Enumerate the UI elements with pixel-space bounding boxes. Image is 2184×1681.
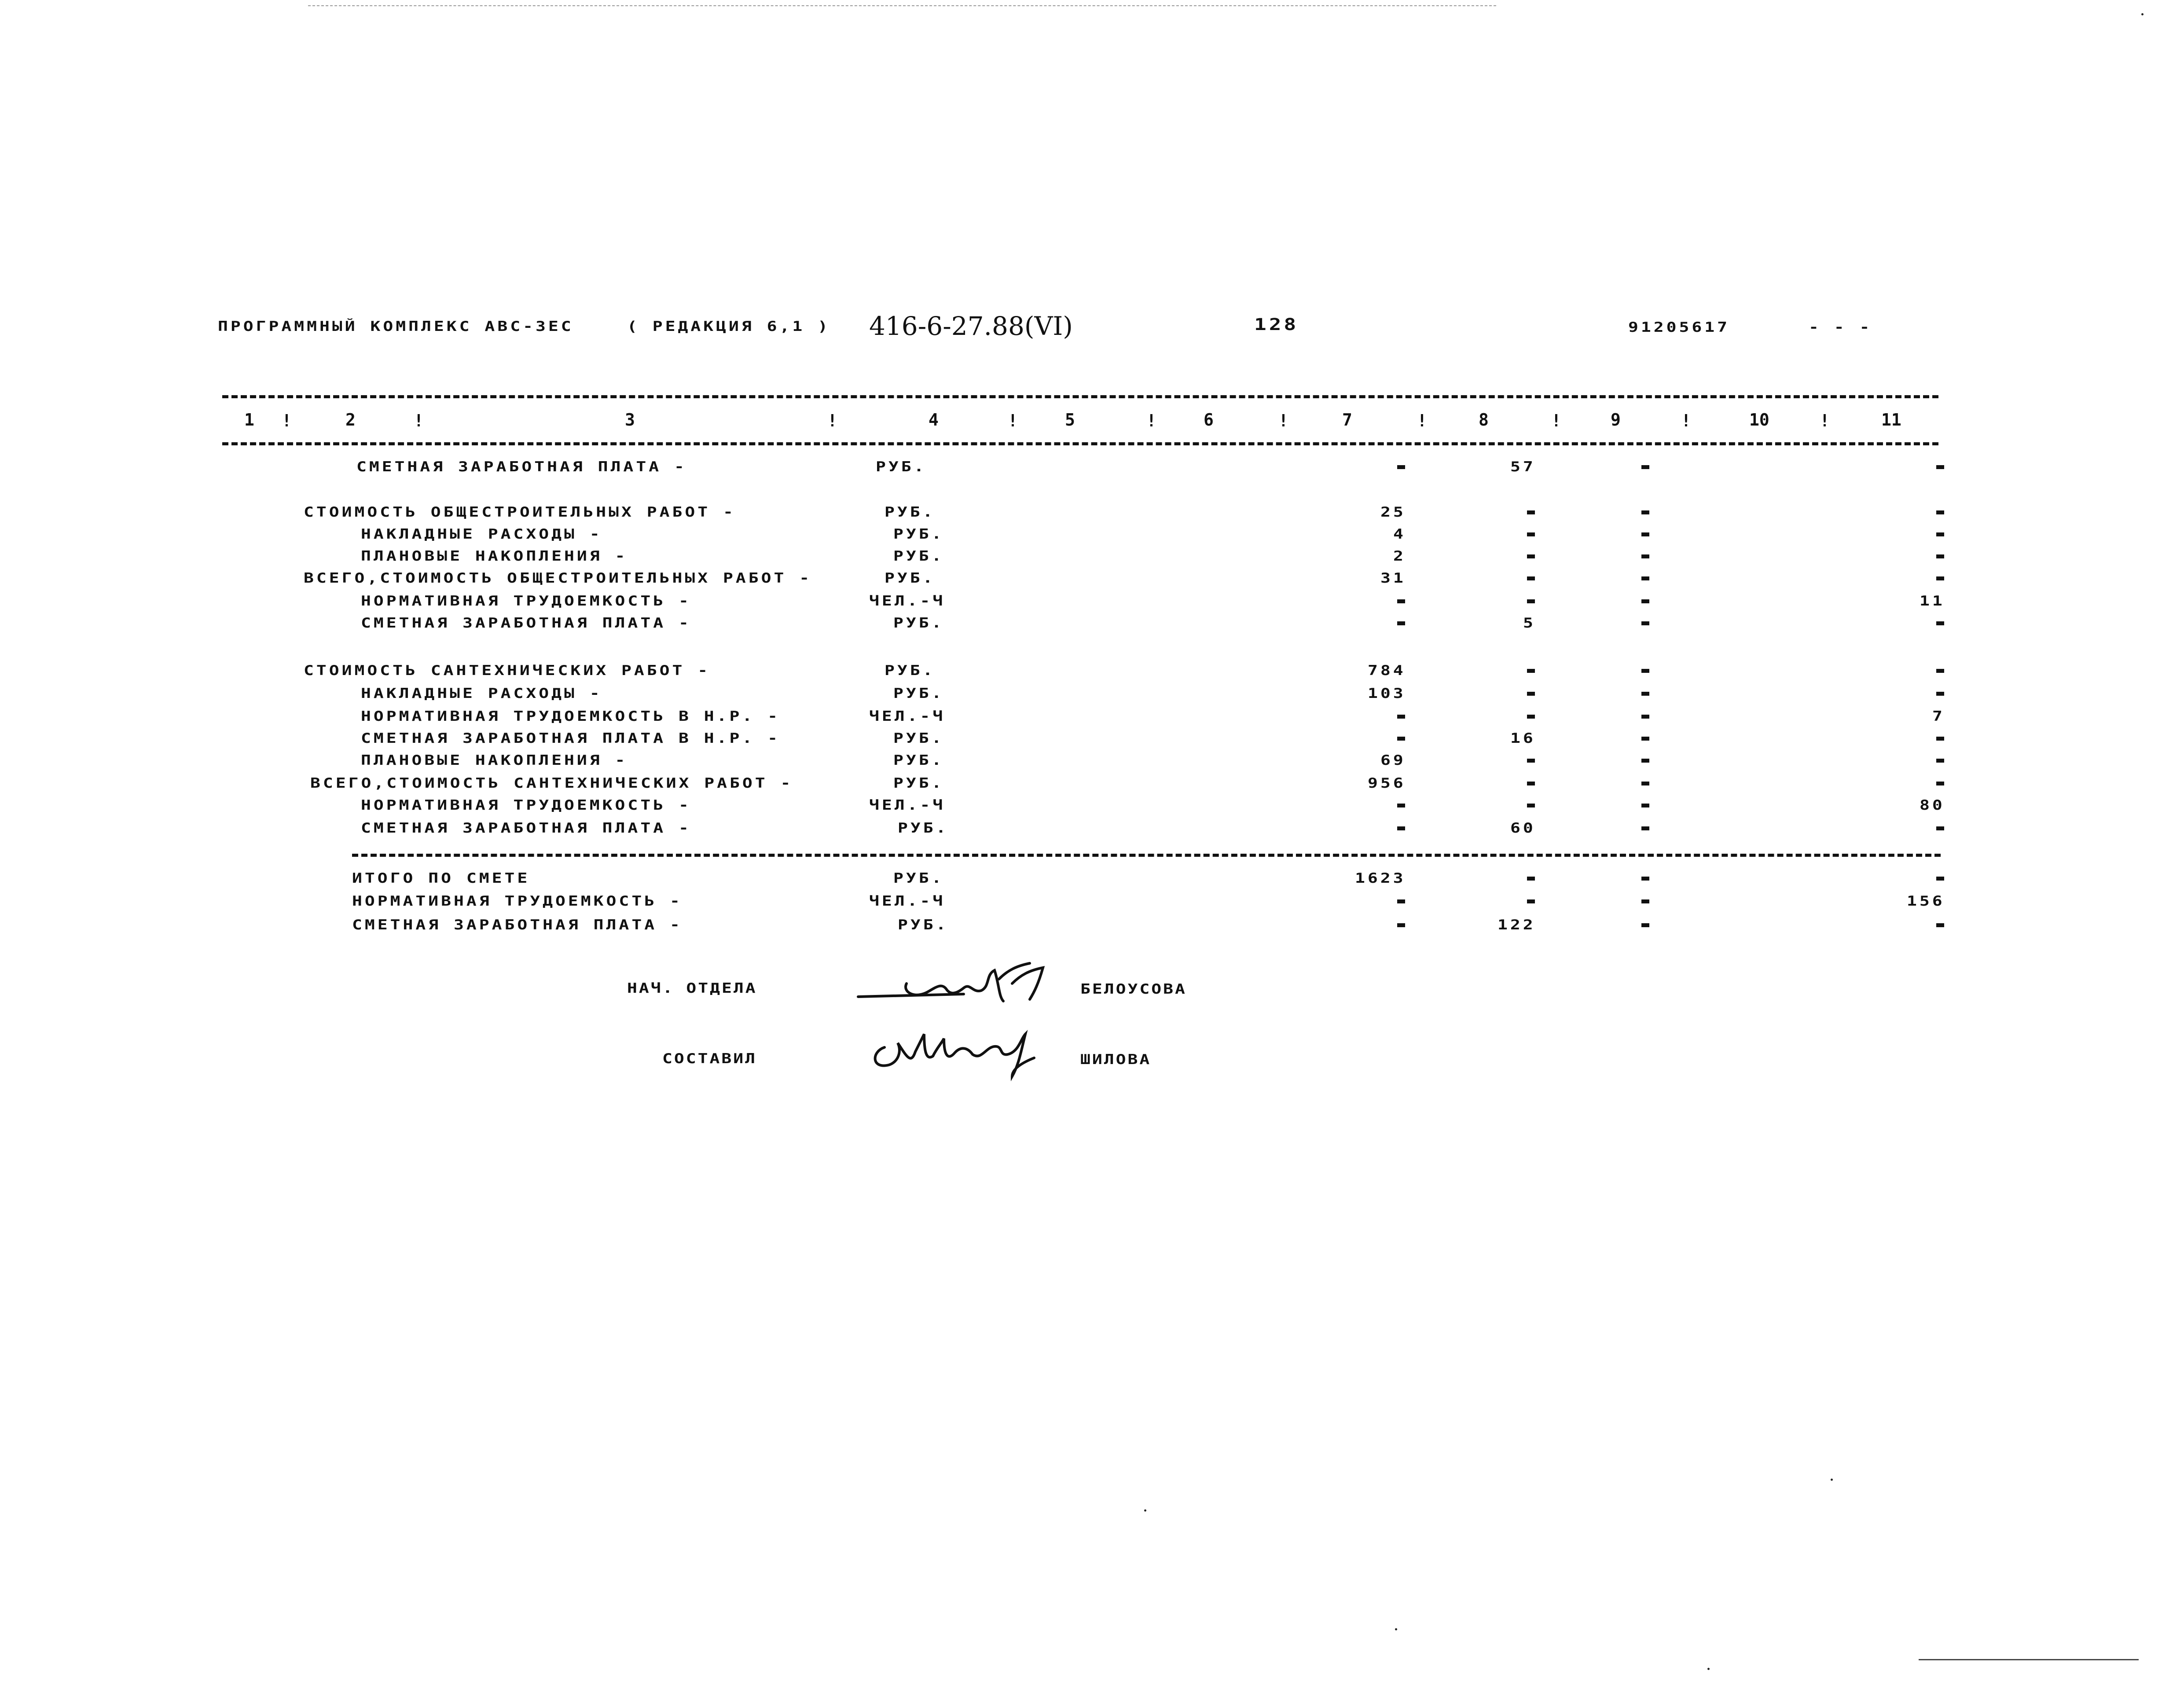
cell-col11 bbox=[1936, 532, 1944, 536]
row-unit: РУБ. bbox=[893, 775, 944, 791]
cell-col8: 122 bbox=[1498, 917, 1536, 933]
cell-col11: 156 bbox=[1907, 893, 1945, 909]
table-top-rule bbox=[222, 395, 1938, 398]
cell-col8 bbox=[1527, 599, 1535, 603]
cell-col7 bbox=[1397, 465, 1405, 469]
cell-col11 bbox=[1936, 621, 1944, 625]
cell-col11 bbox=[1936, 510, 1944, 514]
cell-col11 bbox=[1936, 759, 1944, 763]
column-header-11: 11 bbox=[1881, 410, 1901, 429]
cell-col11: 7 bbox=[1932, 708, 1945, 724]
cell-col7 bbox=[1397, 826, 1405, 830]
column-header-10: 10 bbox=[1749, 410, 1769, 429]
row-unit: ЧЕЛ.-Ч bbox=[869, 593, 946, 609]
row-unit: РУБ. bbox=[876, 459, 927, 475]
cell-col9 bbox=[1641, 576, 1649, 580]
table-header-rule bbox=[222, 442, 1938, 445]
cell-col9 bbox=[1641, 782, 1649, 785]
row-label: ВСЕГО,СТОИМОСТЬ ОБЩЕСТРОИТЕЛЬНЫХ РАБОТ - bbox=[304, 570, 812, 586]
cell-col9 bbox=[1641, 715, 1649, 719]
scan-speck bbox=[1831, 1479, 1833, 1481]
cell-col11: 11 bbox=[1920, 593, 1945, 609]
cell-col9 bbox=[1641, 899, 1649, 903]
head-signature bbox=[854, 957, 1100, 1014]
row-label: ПЛАНОВЫЕ НАКОПЛЕНИЯ - bbox=[361, 548, 628, 564]
cell-col8 bbox=[1527, 576, 1535, 580]
cell-col8 bbox=[1527, 692, 1535, 696]
cell-col8 bbox=[1527, 510, 1535, 514]
cell-col8: 16 bbox=[1510, 730, 1536, 746]
column-separator: ! bbox=[827, 411, 837, 430]
column-header-4: 4 bbox=[929, 410, 939, 429]
edition: ( РЕДАКЦИЯ 6,1 ) bbox=[627, 318, 831, 334]
row-unit: РУБ. bbox=[885, 504, 936, 520]
scan-speck bbox=[1395, 1628, 1397, 1630]
cell-col7 bbox=[1397, 737, 1405, 741]
column-separator: ! bbox=[1278, 411, 1288, 430]
column-separator: ! bbox=[414, 411, 424, 430]
cell-col8: 57 bbox=[1510, 459, 1536, 475]
cell-col7: 1623 bbox=[1355, 870, 1406, 886]
cell-col9 bbox=[1641, 599, 1649, 603]
cell-col7: 25 bbox=[1380, 504, 1406, 520]
column-header-9: 9 bbox=[1611, 410, 1621, 429]
row-unit: ЧЕЛ.-Ч bbox=[869, 893, 946, 909]
column-separator: ! bbox=[1820, 411, 1830, 430]
handwritten-code: 416-6-27.88(VI) bbox=[869, 311, 1073, 341]
cell-col9 bbox=[1641, 877, 1649, 881]
program-title: ПРОГРАММНЫЙ КОМПЛЕКС АВС-3ЕС bbox=[218, 318, 574, 334]
row-label: СТОИМОСТЬ ОБЩЕСТРОИТЕЛЬНЫХ РАБОТ - bbox=[304, 504, 736, 520]
row-unit: ЧЕЛ.-Ч bbox=[869, 797, 946, 813]
column-header-8: 8 bbox=[1479, 410, 1489, 429]
cell-col8 bbox=[1527, 759, 1535, 763]
cell-col11 bbox=[1936, 554, 1944, 558]
column-header-3: 3 bbox=[625, 410, 635, 429]
page-number: 128 bbox=[1254, 314, 1299, 334]
column-header-6: 6 bbox=[1204, 410, 1214, 429]
column-separator: ! bbox=[1681, 411, 1691, 430]
cell-col9 bbox=[1641, 669, 1649, 673]
cell-col11 bbox=[1936, 826, 1944, 830]
row-unit: РУБ. bbox=[893, 548, 944, 564]
cell-col9 bbox=[1641, 759, 1649, 763]
cell-col8 bbox=[1527, 669, 1535, 673]
row-label: СМЕТНАЯ ЗАРАБОТНАЯ ПЛАТА - bbox=[361, 615, 691, 631]
cell-col9 bbox=[1641, 804, 1649, 807]
cell-col9 bbox=[1641, 692, 1649, 696]
compiler-name: ШИЛОВА bbox=[1080, 1051, 1152, 1068]
row-unit: РУБ. bbox=[898, 820, 949, 836]
row-label: ВСЕГО,СТОИМОСТЬ САНТЕХНИЧЕСКИХ РАБОТ - bbox=[310, 775, 793, 791]
cell-col7: 2 bbox=[1393, 548, 1406, 564]
cell-col11 bbox=[1936, 782, 1944, 785]
cell-col9 bbox=[1641, 532, 1649, 536]
row-label: СМЕТНАЯ ЗАРАБОТНАЯ ПЛАТА - bbox=[361, 820, 691, 836]
cell-col8 bbox=[1527, 715, 1535, 719]
row-label: СТОИМОСТЬ САНТЕХНИЧЕСКИХ РАБОТ - bbox=[304, 662, 711, 679]
cell-col11 bbox=[1936, 923, 1944, 927]
cell-col11 bbox=[1936, 692, 1944, 696]
cell-col7 bbox=[1397, 804, 1405, 807]
cell-col11 bbox=[1936, 576, 1944, 580]
row-unit: РУБ. bbox=[893, 870, 944, 886]
cell-col9 bbox=[1641, 737, 1649, 741]
cell-col9 bbox=[1641, 510, 1649, 514]
row-unit: РУБ. bbox=[893, 615, 944, 631]
row-label: НОРМАТИВНАЯ ТРУДОЕМКОСТЬ - bbox=[352, 893, 683, 909]
column-separator: ! bbox=[1008, 411, 1018, 430]
column-header-5: 5 bbox=[1065, 410, 1075, 429]
column-separator: ! bbox=[1551, 411, 1561, 430]
cell-col8 bbox=[1527, 804, 1535, 807]
cell-col7: 31 bbox=[1380, 570, 1406, 586]
cell-col7 bbox=[1397, 621, 1405, 625]
row-label: СМЕТНАЯ ЗАРАБОТНАЯ ПЛАТА В Н.Р. - bbox=[361, 730, 780, 746]
cell-col8 bbox=[1527, 554, 1535, 558]
cell-col8 bbox=[1527, 877, 1535, 881]
row-unit: РУБ. bbox=[893, 685, 944, 701]
row-label: СМЕТНАЯ ЗАРАБОТНАЯ ПЛАТА - bbox=[352, 917, 683, 933]
cell-col8 bbox=[1527, 532, 1535, 536]
row-label: НАКЛАДНЫЕ РАСХОДЫ - bbox=[361, 685, 602, 701]
cell-col9 bbox=[1641, 826, 1649, 830]
cell-col8 bbox=[1527, 899, 1535, 903]
row-label: ИТОГО ПО СМЕТЕ bbox=[352, 870, 530, 886]
cell-col8: 5 bbox=[1523, 615, 1536, 631]
row-unit: РУБ. bbox=[893, 752, 944, 768]
doc-code: 91205617 bbox=[1628, 319, 1730, 335]
scan-speck bbox=[1144, 1509, 1146, 1512]
row-label: НОРМАТИВНАЯ ТРУДОЕМКОСТЬ В Н.Р. - bbox=[361, 708, 780, 724]
cell-col7: 784 bbox=[1368, 662, 1406, 679]
cell-col11 bbox=[1936, 465, 1944, 469]
cell-col9 bbox=[1641, 554, 1649, 558]
cell-col7: 4 bbox=[1393, 526, 1406, 542]
cell-col7 bbox=[1397, 715, 1405, 719]
cell-col11 bbox=[1936, 737, 1944, 741]
row-unit: ЧЕЛ.-Ч bbox=[869, 708, 946, 724]
compiler-title: СОСТАВИЛ bbox=[662, 1050, 757, 1067]
cell-col11 bbox=[1936, 877, 1944, 881]
row-label: НАКЛАДНЫЕ РАСХОДЫ - bbox=[361, 526, 602, 542]
cell-col9 bbox=[1641, 465, 1649, 469]
column-header-2: 2 bbox=[345, 410, 356, 429]
column-separator: ! bbox=[1417, 411, 1427, 430]
cell-col9 bbox=[1641, 621, 1649, 625]
cell-col7: 103 bbox=[1368, 685, 1406, 701]
row-unit: РУБ. bbox=[898, 917, 949, 933]
cell-col7 bbox=[1397, 599, 1405, 603]
scan-speck bbox=[1707, 1668, 1710, 1670]
column-separator: ! bbox=[1146, 411, 1156, 430]
cell-col7: 69 bbox=[1380, 752, 1406, 768]
row-unit: РУБ. bbox=[885, 570, 936, 586]
cell-col9 bbox=[1641, 923, 1649, 927]
row-label: СМЕТНАЯ ЗАРАБОТНАЯ ПЛАТА - bbox=[356, 459, 687, 475]
cell-col11 bbox=[1936, 669, 1944, 673]
scan-speck bbox=[2141, 13, 2144, 15]
head-title: НАЧ. ОТДЕЛА bbox=[627, 980, 757, 996]
cell-col7 bbox=[1397, 899, 1405, 903]
totals-rule bbox=[352, 854, 1941, 857]
cell-col8 bbox=[1527, 782, 1535, 785]
column-header-7: 7 bbox=[1342, 410, 1352, 429]
head-name: БЕЛОУСОВА bbox=[1080, 981, 1187, 997]
cell-col7 bbox=[1397, 923, 1405, 927]
cell-col7: 956 bbox=[1368, 775, 1406, 791]
row-label: НОРМАТИВНАЯ ТРУДОЕМКОСТЬ - bbox=[361, 797, 691, 813]
column-separator: ! bbox=[282, 411, 292, 430]
cell-col11: 80 bbox=[1920, 797, 1945, 813]
compiler-signature bbox=[867, 1021, 1061, 1083]
row-unit: РУБ. bbox=[893, 730, 944, 746]
column-header-1: 1 bbox=[244, 410, 254, 429]
cell-col8: 60 bbox=[1510, 820, 1536, 836]
scan-artifact-top bbox=[308, 5, 1496, 6]
row-unit: РУБ. bbox=[885, 662, 936, 679]
row-unit: РУБ. bbox=[893, 526, 944, 542]
header-trailing: - - - bbox=[1809, 319, 1872, 335]
row-label: ПЛАНОВЫЕ НАКОПЛЕНИЯ - bbox=[361, 752, 628, 768]
row-label: НОРМАТИВНАЯ ТРУДОЕМКОСТЬ - bbox=[361, 593, 691, 609]
scan-artifact-bottom bbox=[1919, 1659, 2139, 1660]
